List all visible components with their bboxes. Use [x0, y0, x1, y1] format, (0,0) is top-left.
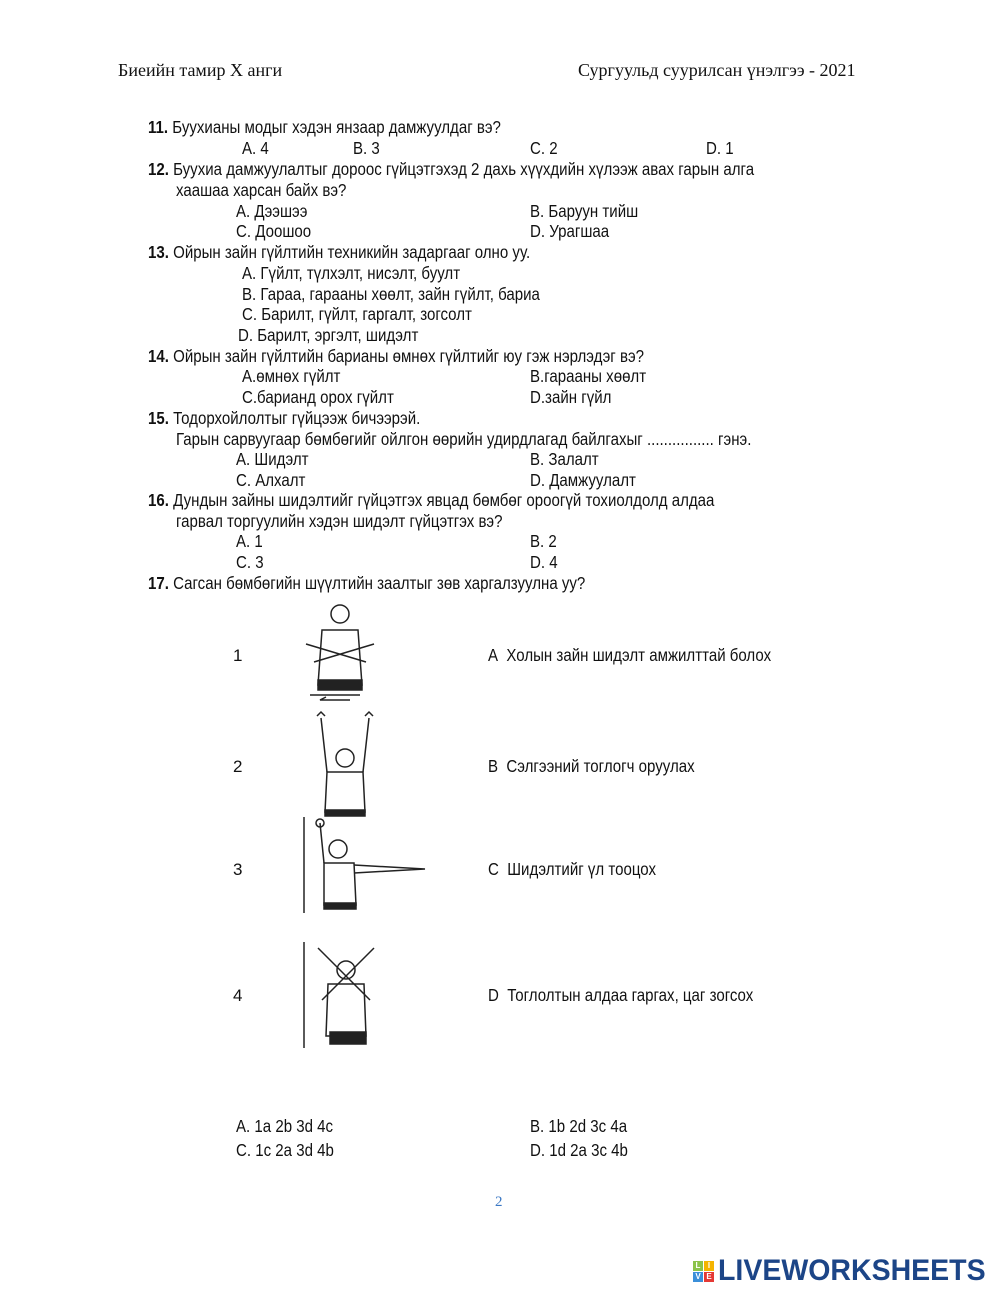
option[interactable]: A. Шидэлт: [236, 449, 309, 469]
option[interactable]: D. Дамжуулалт: [530, 470, 636, 490]
option[interactable]: D. 1: [706, 138, 734, 158]
option[interactable]: D. 4: [530, 552, 558, 572]
referee-signal-3-image: [300, 815, 430, 915]
option[interactable]: B. Залалт: [530, 449, 599, 469]
question-16: 16. Дундын зайны шидэлтийг гүйцэтгэх явцад бөмбөг ороогүй тохиолдолд алдаа: [148, 490, 715, 510]
option[interactable]: A. Гүйлт, түлхэлт, нисэлт, буулт: [242, 263, 461, 283]
referee-signal-2-image: [305, 710, 395, 818]
question-17: 17. Сагсан бөмбөгийн шүүлтийн заалтыг зөв харгалзуулна уу?: [148, 573, 586, 593]
header-right: Сургуульд суурилсан үнэлгээ - 2021: [578, 60, 856, 80]
option[interactable]: D. Барилт, эргэлт, шидэлт: [238, 325, 419, 345]
match-item: D Тоглолтын алдаа гаргах, цаг зогсох: [488, 985, 754, 1005]
option[interactable]: C.барианд орох гүйлт: [242, 387, 394, 407]
referee-signal-1-image: [300, 600, 380, 705]
option[interactable]: A. Дээшээ: [236, 201, 308, 221]
question-15-cont: Гарын сарвуугаар бөмбөгийг ойлгон өөрийн удирдлагад байлгахыг ................ гэнэ.: [176, 429, 752, 449]
logo-tile: V: [693, 1272, 703, 1282]
logo-tile: L: [693, 1261, 703, 1271]
answer-option-a[interactable]: A. 1a 2b 3d 4c: [236, 1116, 334, 1136]
option[interactable]: C. Алхалт: [236, 470, 306, 490]
question-14: 14. Ойрын зайн гүйлтийн барианы өмнөх гүйлтийг юу гэж нэрлэдэг вэ?: [148, 346, 645, 366]
page-number: 2: [495, 1194, 503, 1210]
option[interactable]: C. Барилт, гүйлт, гаргалт, зогсолт: [242, 304, 472, 324]
option[interactable]: B. 3: [353, 138, 380, 158]
question-12: 12. Буухиа дамжуулалтыг дороос гүйцэтгэхэд 2 дахь хүүхдийн хүлээж авах гарын алга: [148, 159, 755, 179]
question-11: 11. Буухианы модыг хэдэн янзаар дамжуулдаг вэ?: [148, 117, 501, 137]
match-item: B Сэлгээний тоглогч оруулах: [488, 756, 695, 776]
question-13: 13. Ойрын зайн гүйлтийн техникийн задаргааг олно уу.: [148, 242, 531, 262]
option[interactable]: A. 1: [236, 531, 263, 551]
option[interactable]: A.өмнөх гүйлт: [242, 366, 341, 386]
question-15: 15. Тодорхойлолтыг гүйцээж бичээрэй.: [148, 408, 421, 428]
option[interactable]: B. 2: [530, 531, 557, 551]
answer-option-b[interactable]: B. 1b 2d 3c 4a: [530, 1116, 628, 1136]
option[interactable]: B. Баруун тийш: [530, 201, 639, 221]
question-16-cont: гарвал торгуулийн хэдэн шидэлт гүйцэтгэх вэ?: [176, 511, 503, 531]
option[interactable]: A. 4: [242, 138, 269, 158]
option[interactable]: D. Урагшаа: [530, 221, 610, 241]
match-item: C Шидэлтийг үл тооцох: [488, 859, 657, 879]
option[interactable]: B.гарааны хөөлт: [530, 366, 647, 386]
match-item: A Холын зайн шидэлт амжилттай болох: [488, 645, 772, 665]
logo-tile: E: [704, 1272, 714, 1282]
match-number: 2: [233, 757, 243, 776]
match-number: 4: [233, 986, 243, 1005]
answer-option-c[interactable]: C. 1c 2a 3d 4b: [236, 1140, 334, 1160]
option[interactable]: D.зайн гүйл: [530, 387, 612, 407]
match-number: 1: [233, 646, 243, 665]
header-left: Биеийн тамир X анги: [118, 60, 283, 80]
logo-tiles-icon: [693, 1261, 714, 1282]
option[interactable]: C. 2: [530, 138, 558, 158]
logo-tile: I: [704, 1261, 714, 1271]
match-number: 3: [233, 860, 243, 879]
logo-text: LIVEWORKSHEETS: [718, 1254, 986, 1287]
option[interactable]: C. Доошоо: [236, 221, 312, 241]
answer-option-d[interactable]: D. 1d 2a 3c 4b: [530, 1140, 628, 1160]
option[interactable]: C. 3: [236, 552, 264, 572]
liveworksheets-logo: [693, 1254, 1000, 1288]
referee-signal-4-image: [300, 940, 390, 1050]
option[interactable]: B. Гараа, гарааны хөөлт, зайн гүйлт, бариа: [242, 284, 540, 304]
question-12-cont: хаашаа харсан байх вэ?: [176, 180, 347, 200]
